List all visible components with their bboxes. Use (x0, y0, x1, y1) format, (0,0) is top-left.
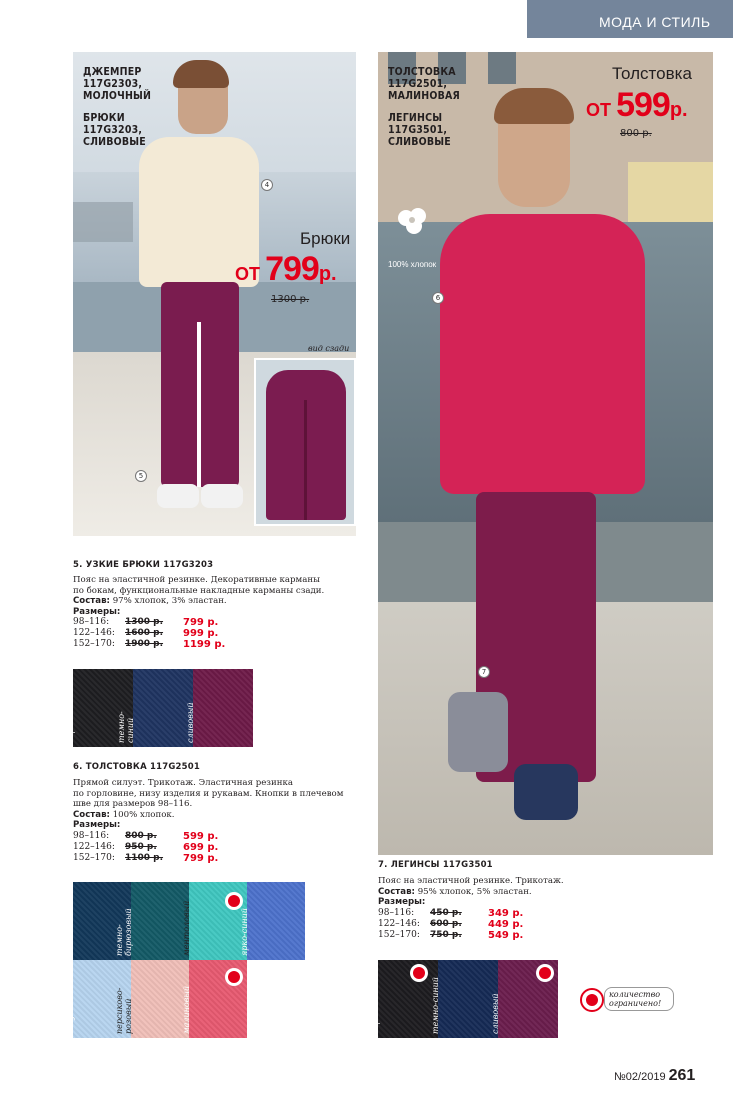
sneaker-right (514, 764, 578, 820)
composition-value: 97% хлопок, 3% эластан. (109, 596, 227, 606)
caption-line: 117G3203, (83, 124, 143, 136)
limited-legend-text: количество ограничено! (604, 987, 674, 1011)
photo2-caption (388, 66, 498, 148)
size-range: 122–146: (378, 918, 420, 929)
description-line: Пояс на эластичной резинке. Трикотаж. (378, 876, 564, 886)
page-number: 261 (668, 1067, 696, 1084)
size-row (73, 628, 363, 639)
product-5-info (73, 560, 363, 650)
sizes-label-text: Размеры: (73, 606, 121, 617)
old-price: 750 р. (430, 929, 462, 940)
product-7-info (378, 860, 678, 941)
sneaker-left (157, 484, 199, 508)
sneaker-left (448, 692, 508, 772)
product-description (378, 876, 678, 908)
composition (73, 810, 373, 821)
color-swatch-plum (186, 669, 253, 747)
price-value: 799 (265, 250, 319, 288)
product-title: 5. УЗКИЕ БРЮКИ 117G3203 (73, 560, 214, 570)
leg-gap (197, 322, 201, 487)
sizes-label-text: Размеры: (378, 897, 426, 907)
color-swatch-plum (491, 960, 558, 1038)
composition (73, 596, 363, 607)
product-description (73, 575, 363, 617)
new-price: 1199 р. (183, 639, 226, 650)
new-price: 449 р. (488, 918, 524, 930)
product-description (73, 778, 373, 831)
description-line: по бокам, функциональные накладные карманы сзади. (73, 585, 325, 596)
size-row (73, 831, 373, 842)
limited-marker (410, 964, 428, 982)
size-row (73, 853, 373, 864)
swatch-label: черный (371, 1002, 380, 1034)
product-photo-sweatshirt (378, 52, 713, 855)
swatch-label: ярко-синий (240, 908, 249, 956)
size-row (378, 919, 678, 930)
old-price: 1300 р. (125, 617, 164, 627)
sizes-label (73, 607, 363, 618)
size-range: 122–146: (73, 841, 115, 852)
color-swatch-navy (431, 960, 498, 1038)
caption-line: БРЮКИ (83, 112, 125, 124)
product-marker: 5 (135, 470, 147, 482)
issue-number: №02/2019 (614, 1071, 666, 1083)
cotton-badge-label: 100% хлопок (388, 260, 437, 269)
price-block (586, 86, 688, 125)
description-line: шве для размеров 98–116. (73, 799, 193, 809)
color-swatch-navy (117, 669, 193, 747)
sizes-label-text: Размеры: (73, 820, 121, 830)
size-row (73, 617, 363, 628)
composition-label: Состав: (378, 886, 415, 897)
old-price: 950 р. (125, 841, 157, 852)
sizes-label (73, 820, 373, 831)
color-swatch-peach-pink (115, 960, 189, 1038)
color-swatch-raspberry (182, 960, 247, 1038)
old-price: 1900 р. (125, 639, 164, 649)
old-price: 450 р. (430, 907, 462, 918)
background-building (73, 202, 133, 242)
price-prefix: ОТ (235, 264, 260, 284)
product-title: 7. ЛЕГИНСЫ 117G3501 (378, 860, 493, 870)
description-line: Пояс на эластичной резинке. Декоративные карманы (73, 575, 320, 585)
price-block (235, 250, 337, 289)
color-swatch-black (371, 960, 438, 1038)
caption-line: 117G2501, (388, 78, 448, 90)
description-line: по горловине, низу изделия и рукавам. Кнопки в плечевом (73, 788, 344, 799)
new-price: 599 р. (183, 830, 219, 842)
sneaker-right (201, 484, 243, 508)
caption-line: МАЛИНОВАЯ (388, 90, 460, 102)
price-value: 599 (616, 86, 670, 124)
product-photo-trousers (73, 52, 356, 536)
size-range: 122–146: (73, 628, 115, 638)
swatch-label: ментоловый (182, 900, 191, 956)
size-range: 98–116: (73, 617, 110, 627)
size-row (378, 930, 678, 941)
back-view-inset (254, 358, 356, 526)
page-footer (614, 1067, 695, 1085)
caption-line: ЛЕГИНСЫ (388, 112, 443, 124)
old-price: 1600 р. (125, 628, 164, 638)
sizes-label (378, 897, 678, 908)
product-marker: 4 (261, 179, 273, 191)
swatch-label: темно- синий (57, 924, 75, 956)
description-line: Прямой силуэт. Трикотаж. Эластичная резинка (73, 778, 293, 788)
price-old: 1300 р. (271, 294, 310, 305)
caption-line: МОЛОЧНЫЙ (83, 90, 152, 102)
product-title: 6. ТОЛСТОВКА 117G2501 (73, 762, 200, 772)
price-title: Толстовка (612, 64, 692, 83)
swatch-label: сливовый (186, 702, 195, 743)
back-view-label: вид сзади (308, 344, 350, 353)
swatch-label: персиково- розовый (115, 987, 133, 1034)
size-range: 98–116: (73, 830, 110, 841)
color-swatch-dark-turquoise (115, 882, 189, 960)
price-title: Брюки (300, 229, 351, 248)
size-range: 152–170: (73, 639, 115, 649)
caption-line: СЛИВОВЫЕ (388, 136, 451, 148)
limited-marker (225, 968, 243, 986)
size-row (378, 908, 678, 919)
product-marker: 6 (432, 292, 444, 304)
caption-line: 117G3501, (388, 124, 448, 136)
new-price: 799 р. (183, 852, 219, 864)
old-price: 1100 р. (125, 852, 164, 863)
section-header: МОДА И СТИЛЬ (527, 0, 733, 38)
composition-value: 95% хлопок, 5% эластан. (414, 886, 532, 897)
color-swatch-bright-blue (240, 882, 305, 960)
new-price: 999 р. (183, 628, 219, 639)
caption-line: ТОЛСТОВКА (388, 66, 456, 78)
price-currency: р. (318, 263, 337, 285)
size-range: 98–116: (378, 907, 415, 918)
swatch-label: черный (66, 711, 75, 743)
old-price: 800 р. (125, 830, 157, 841)
price-currency: р. (669, 99, 688, 121)
swatch-label: темно-синий (431, 977, 440, 1034)
old-price: 600 р. (430, 918, 462, 929)
composition-label: Состав: (73, 809, 110, 820)
price-old: 800 р. (620, 128, 652, 139)
caption-line: 117G2303, (83, 78, 143, 90)
swatch-label: темно- синий (117, 711, 135, 743)
new-price: 799 р. (183, 617, 219, 628)
size-row (73, 639, 363, 650)
swatch-label: темно- бирюзовый (115, 908, 133, 956)
new-price: 699 р. (183, 841, 219, 853)
composition-value: 100% хлопок. (109, 809, 175, 820)
size-range: 152–170: (73, 852, 115, 863)
size-range: 152–170: (378, 929, 420, 940)
new-price: 549 р. (488, 929, 524, 941)
size-row (73, 842, 373, 853)
swatch-label: сливовый (491, 993, 500, 1034)
back-view-seam (304, 400, 307, 520)
limited-legend-icon (580, 988, 604, 1012)
photo1-caption (83, 66, 193, 148)
product-6-info (73, 762, 373, 864)
cotton-flower-icon (394, 204, 430, 240)
price-prefix: ОТ (586, 100, 611, 120)
color-swatch-mint (182, 882, 247, 960)
swatch-label: малиновый (182, 985, 191, 1034)
sweatshirt (440, 214, 645, 494)
product-marker: 7 (478, 666, 490, 678)
composition (378, 887, 678, 898)
limited-marker (536, 964, 554, 982)
composition-label: Состав: (73, 596, 110, 606)
girl-hair (494, 88, 574, 124)
caption-line: СЛИВОВЫЕ (83, 136, 146, 148)
swatch-label: светло- голубой (57, 999, 75, 1034)
new-price: 349 р. (488, 907, 524, 919)
caption-line: ДЖЕМПЕР (83, 66, 142, 78)
